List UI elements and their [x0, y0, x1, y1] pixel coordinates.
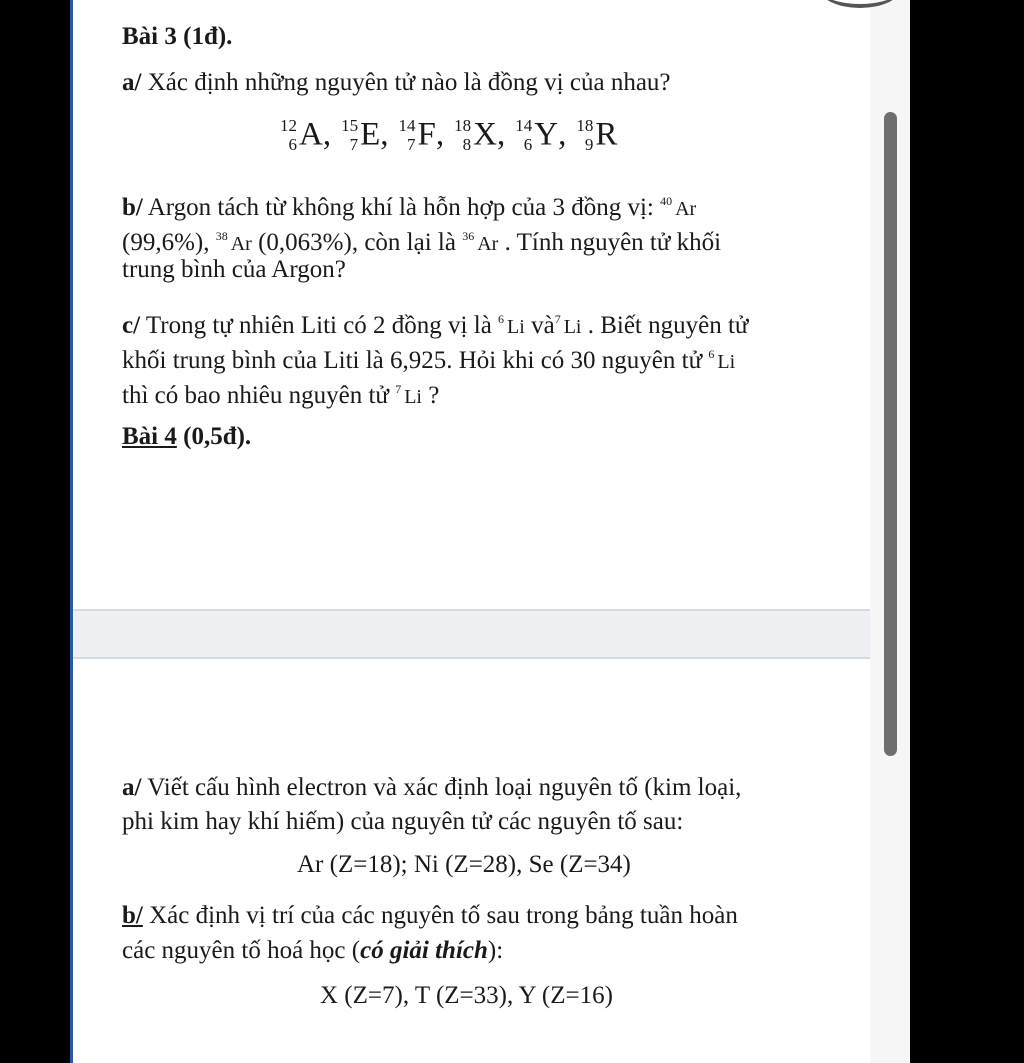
isotope-A — [280, 116, 331, 154]
isotope-numbers — [576, 116, 593, 154]
atomic-number: 6 — [288, 135, 297, 154]
atomic-number: 6 — [523, 135, 533, 154]
isotope-R — [576, 116, 617, 154]
question-3a — [122, 66, 671, 100]
question-3a-text: Xác định những nguyên tử nào là đồng vị của nhau? — [141, 69, 671, 96]
explain-note: có giải thích — [360, 937, 488, 964]
mass-number: 15 — [341, 116, 359, 135]
element-list-2: X (Z=7), T (Z=33), Y (Z=16) — [320, 982, 613, 1009]
li6-mass: 6 — [498, 312, 505, 326]
li7-mass: 7 — [395, 382, 402, 396]
label-c: c/ — [122, 312, 141, 339]
isotope-numbers — [515, 116, 532, 154]
question-mark: ? — [422, 382, 440, 409]
exercise-3-heading: Bài 3 (1đ). — [122, 23, 233, 50]
question-3b-line3: trung bình của Argon? — [122, 256, 346, 283]
ar36-mass: 36 — [462, 229, 475, 243]
exercise-4-points: (0,5đ). — [176, 423, 252, 450]
label-b: b/ — [122, 194, 143, 221]
mass-number: 18 — [454, 116, 472, 135]
separator: , — [380, 116, 389, 153]
mass-number: 14 — [398, 116, 416, 135]
ar40-percent: (99,6%), — [122, 229, 216, 256]
question-4b-line1 — [122, 899, 738, 933]
element-symbol: Y — [534, 116, 559, 153]
atomic-number: 8 — [462, 135, 472, 154]
element-symbol: F — [417, 116, 436, 153]
li-symbol: Li — [717, 351, 736, 373]
question-4b-line2-text: các nguyên tố hoá học ( — [122, 937, 361, 964]
atomic-number: 7 — [407, 135, 416, 154]
li-symbol: Li — [404, 386, 422, 408]
scrollbar-thumb[interactable] — [884, 112, 897, 756]
question-3c-text: Trong tự nhiên Liti có 2 đồng vị là — [140, 312, 499, 339]
question-4b-line2 — [122, 934, 503, 968]
li-symbol: Li — [507, 316, 525, 338]
ar38-mass: 38 — [215, 229, 228, 243]
li-symbol: Li — [563, 316, 582, 338]
question-4a-line2: phi kim hay khí hiếm) của nguyên tử các nguyên tố sau: — [122, 808, 684, 835]
mass-number: 14 — [515, 116, 533, 135]
question-3b-text: Argon tách từ không khí là hỗn hợp của 3 đồng vị: — [142, 194, 661, 221]
li7-mass: 7 — [554, 312, 561, 326]
atomic-number: 7 — [349, 135, 359, 154]
mass-number: 12 — [280, 116, 297, 135]
isotope-X — [454, 116, 505, 154]
label-b: b/ — [122, 902, 143, 929]
ar-symbol: Ar — [675, 198, 697, 220]
isotope-Y — [515, 116, 566, 154]
element-list-1: Ar (Z=18); Ni (Z=28), Se (Z=34) — [297, 851, 631, 878]
separator: , — [322, 116, 332, 153]
isotope-F — [399, 116, 445, 154]
li6-mass: 6 — [708, 347, 715, 361]
isotope-E — [341, 116, 388, 154]
element-symbol: E — [360, 116, 381, 153]
isotope-numbers — [280, 116, 297, 154]
separator: , — [435, 116, 445, 153]
ar38-percent-text: (0,063%), còn lại là — [251, 229, 463, 256]
separator: , — [558, 116, 567, 153]
and-word: và — [524, 312, 555, 339]
ar-symbol: Ar — [230, 233, 252, 255]
label-a: a/ — [122, 774, 142, 801]
mass-number: 18 — [576, 116, 594, 135]
isotope-numbers — [454, 116, 471, 154]
question-4b-tail: ): — [487, 937, 504, 964]
ar-symbol: Ar — [477, 233, 499, 255]
isotope-numbers — [399, 116, 416, 154]
isotope-numbers — [341, 116, 358, 154]
element-symbol: R — [595, 116, 618, 153]
page-break-separator — [73, 609, 870, 659]
question-4a-line1 — [122, 771, 741, 805]
label-a: a/ — [122, 69, 142, 96]
separator: , — [496, 116, 506, 153]
element-symbol: X — [473, 116, 497, 153]
question-3c-line3 — [122, 372, 439, 414]
atomic-number: 9 — [584, 135, 594, 154]
question-3b-tail: . Tính nguyên tử khối — [498, 229, 722, 256]
page-left-border — [70, 0, 73, 1063]
question-4a-text: Viết cấu hình electron và xác định loại nguyên tố (kim loại, — [141, 774, 742, 801]
exercise-4-heading — [122, 420, 251, 454]
exercise-4-title: Bài 4 — [122, 423, 177, 450]
question-3c-line3-text: thì có bao nhiêu nguyên tử — [122, 382, 396, 409]
ar40-mass: 40 — [660, 194, 673, 208]
isotope-list — [280, 116, 627, 154]
element-symbol: A — [299, 116, 323, 153]
question-3c-line2-text: khối trung bình của Liti là 6,925. Hỏi khi có 30 nguyên tử — [122, 347, 709, 374]
question-4b-text: Xác định vị trí của các nguyên tố sau trong bảng tuần hoàn — [142, 902, 738, 929]
question-3c-tail: . Biết nguyên tử — [581, 312, 749, 339]
